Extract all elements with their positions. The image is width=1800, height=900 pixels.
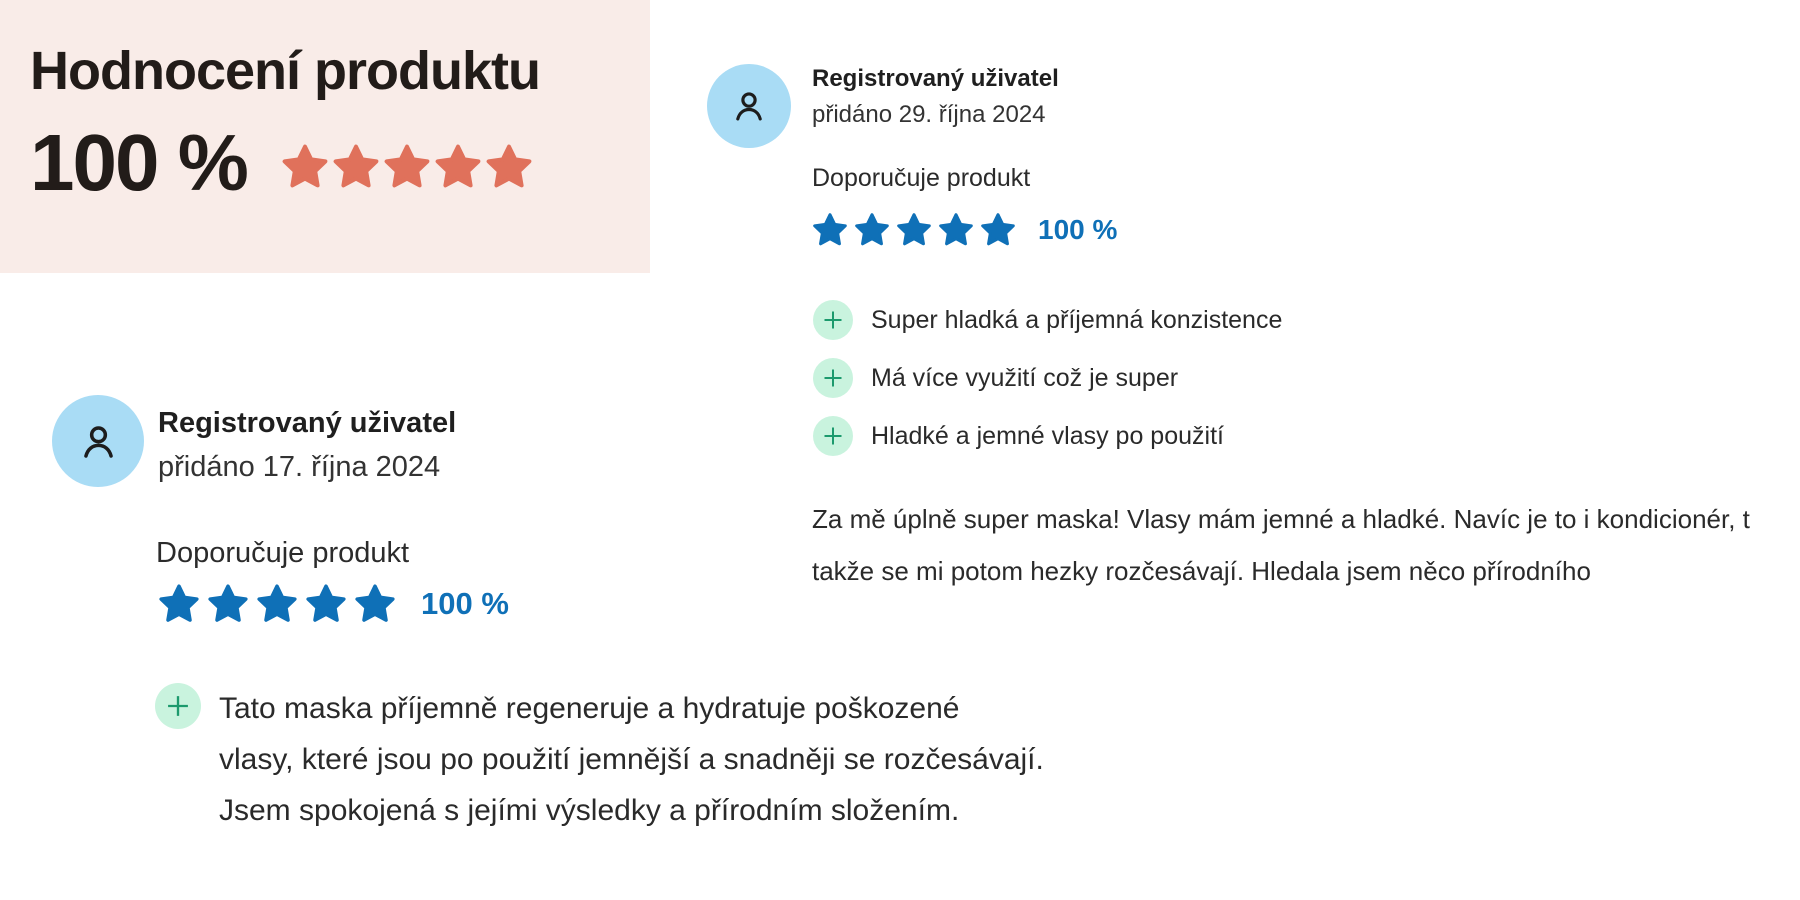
star-icon: [434, 143, 482, 191]
plus-icon: [813, 300, 853, 340]
rating-stars: [281, 143, 533, 191]
star-icon: [256, 583, 298, 625]
recommend-label: Doporučuje produkt: [156, 537, 410, 569]
star-icon: [485, 143, 533, 191]
review-text-line: Za mě úplně super maska! Vlasy mám jemné a hladké. Navíc je to i kondicionér, t: [812, 504, 1750, 534]
pro-text: Má více využití což je super: [871, 363, 1179, 392]
star-icon: [281, 143, 329, 191]
review-text-line: takže se mi potom hezky rozčesávají. Hledala jsem něco přírodního: [812, 556, 1591, 586]
rating-title: Hodnocení produktu: [30, 41, 540, 101]
review-meta: [158, 401, 456, 489]
pro-text: Hladké a jemné vlasy po použití: [871, 421, 1224, 450]
rating-score: 100 %: [30, 118, 247, 207]
plus-icon: [155, 683, 201, 729]
star-icon: [812, 212, 848, 248]
star-icon: [354, 583, 396, 625]
review-card: [52, 395, 1202, 855]
pro-text: [219, 683, 1044, 836]
star-icon: [332, 143, 380, 191]
star-icon: [383, 143, 431, 191]
pro-item: [155, 683, 1044, 836]
pro-text-line: Tato maska příjemně regeneruje a hydratuje poškozené: [219, 692, 960, 725]
plus-icon: [813, 358, 853, 398]
user-icon: [75, 418, 122, 465]
review-stars: [158, 583, 509, 625]
avatar: [52, 395, 144, 487]
review-stars: [812, 212, 1117, 248]
pro-text-line: vlasy, které jsou po použití jemnější a snadněji se rozčesávají.: [219, 743, 1044, 776]
pro-text-line: Jsem spokojená s jejími výsledky a přírodním složením.: [219, 794, 960, 827]
review-author: Registrovaný uživatel: [158, 407, 457, 439]
review-date: přidáno 29. října 2024: [812, 101, 1046, 128]
star-icon: [854, 212, 890, 248]
pro-item: [813, 358, 1282, 398]
review-author: Registrovaný uživatel: [812, 65, 1059, 92]
rating-percent: 100 %: [421, 586, 509, 621]
overall-rating: [30, 118, 533, 208]
rating-percent: 100 %: [1038, 214, 1118, 245]
star-icon: [158, 583, 200, 625]
pro-text: Super hladká a příjemná konzistence: [871, 305, 1283, 334]
star-icon: [980, 212, 1016, 248]
star-icon: [305, 583, 347, 625]
star-icon: [896, 212, 932, 248]
user-icon: [728, 85, 770, 127]
avatar: [707, 64, 791, 148]
review-meta: [812, 60, 1059, 133]
star-icon: [207, 583, 249, 625]
review-date: přidáno 17. října 2024: [158, 451, 441, 483]
pro-item: [813, 300, 1282, 340]
product-rating-summary: [0, 0, 650, 273]
recommend-label: Doporučuje produkt: [812, 164, 1031, 192]
star-icon: [938, 212, 974, 248]
